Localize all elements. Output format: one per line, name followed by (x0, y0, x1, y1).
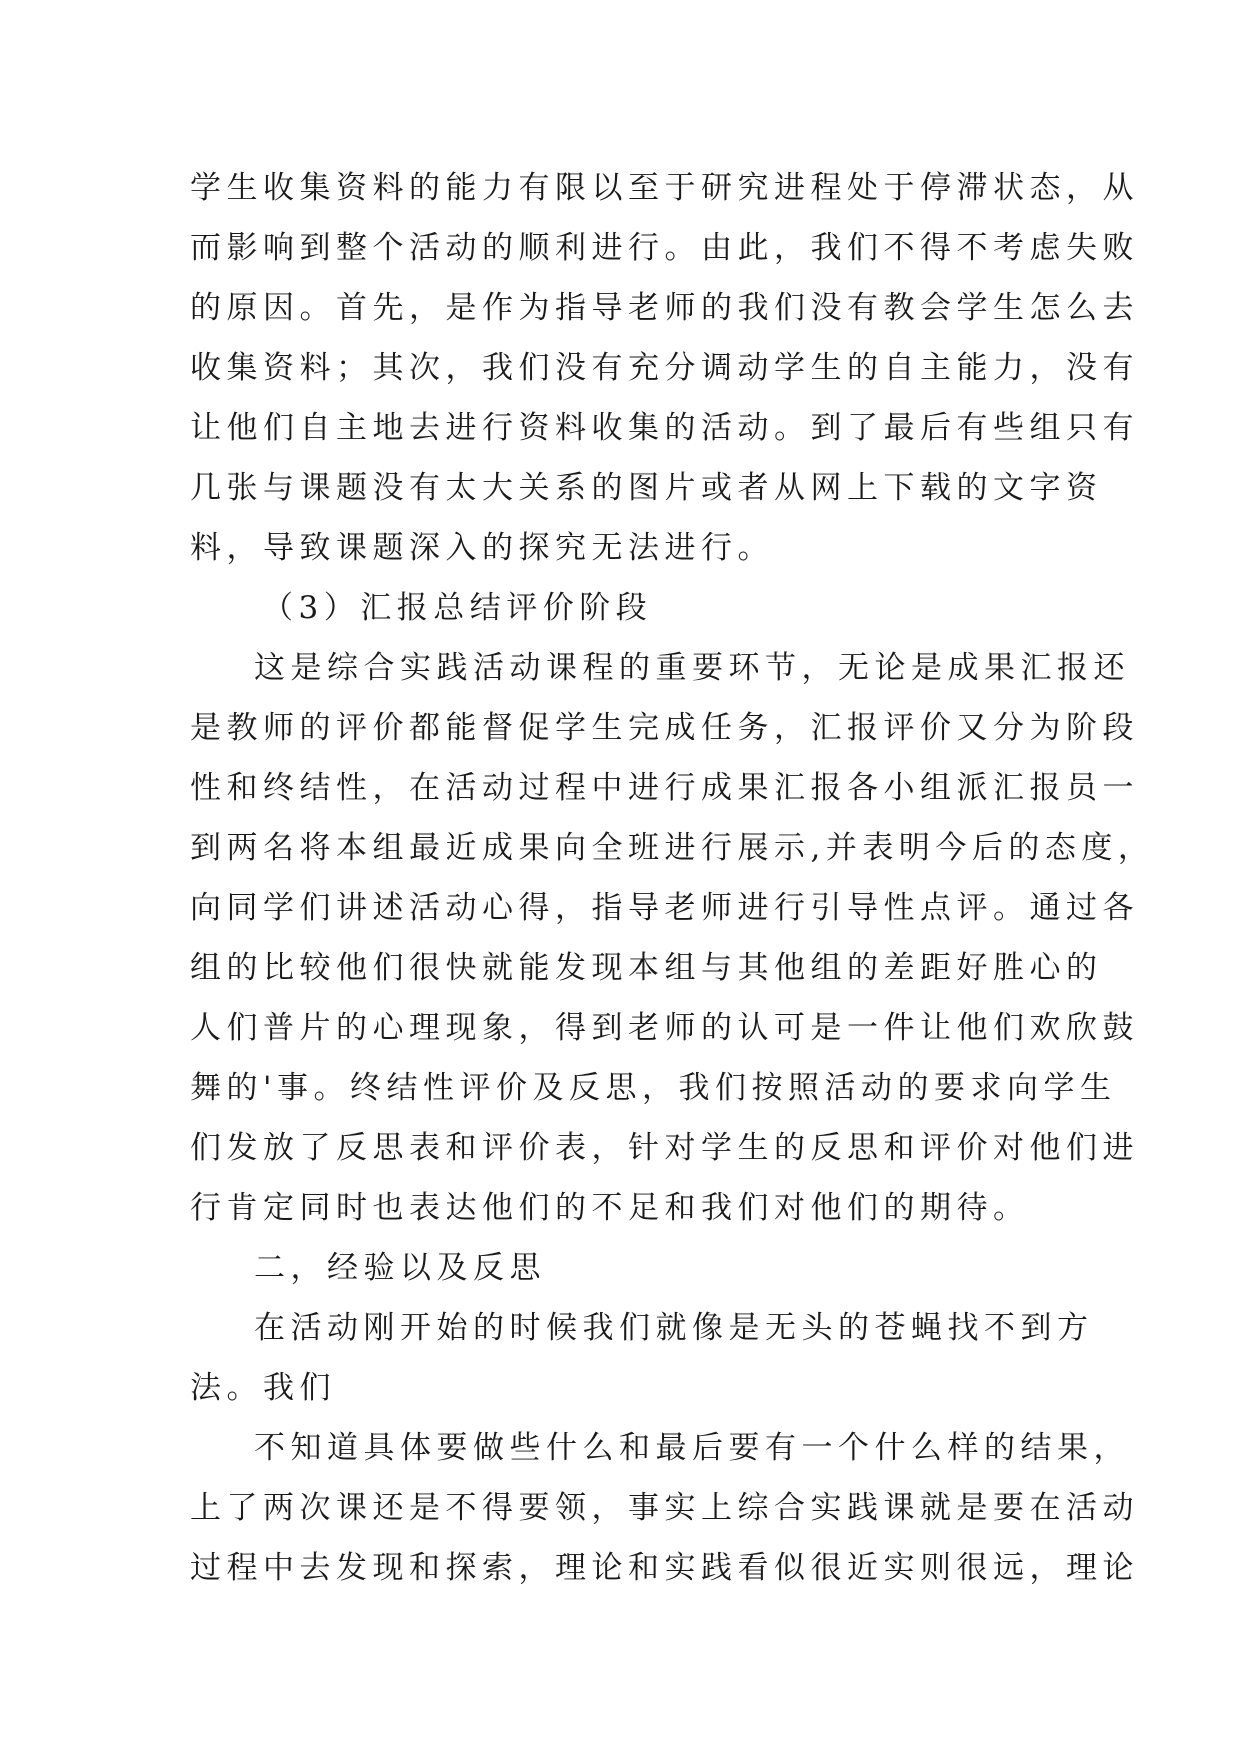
paragraph-line: 这是综合实践活动课程的重要环节，无论是成果汇报还 (254, 650, 1130, 686)
paragraph-line: 们发放了反思表和评价表，针对学生的反思和评价对他们进 (190, 1130, 1139, 1166)
paragraph-line: 在活动刚开始的时候我们就像是无头的苍蝇找不到方 (254, 1310, 1094, 1346)
body-text (190, 158, 1155, 1598)
paragraph-line: 行肯定同时也表达他们的不足和我们对他们的期待。 (190, 1190, 1030, 1226)
paragraph-line: 舞的'事。终结性评价及反思，我们按照活动的要求向学生 (190, 1070, 1117, 1106)
paragraph-line: 法。我们 (190, 1370, 336, 1406)
paragraph-line: 料，导致课题深入的探究无法进行。 (190, 530, 774, 566)
paragraph-line: 人们普片的心理现象，得到老师的认可是一件让他们欢欣鼓 (190, 1010, 1139, 1046)
paragraph-line: 的原因。首先，是作为指导老师的我们没有教会学生怎么去 (190, 290, 1139, 326)
section-heading: 二，经验以及反思 (254, 1250, 546, 1286)
paragraph-line: 让他们自主地去进行资料收集的活动。到了最后有些组只有 (190, 410, 1139, 446)
paragraph-line: 过程中去发现和探索，理论和实践看似很近实则很远，理论 (190, 1550, 1139, 1586)
paragraph-line: 组的比较他们很快就能发现本组与其他组的差距好胜心的 (190, 950, 1103, 986)
paragraph-line: 而影响到整个活动的顺利进行。由此，我们不得不考虑失败 (190, 230, 1139, 266)
section-heading: （3）汇报总结评价阶段 (262, 590, 653, 626)
paragraph-line: 上了两次课还是不得要领，事实上综合实践课就是要在活动 (190, 1490, 1139, 1526)
paragraph-line: 几张与课题没有太大关系的图片或者从网上下载的文字资 (190, 470, 1103, 506)
paragraph-line: 是教师的评价都能督促学生完成任务，汇报评价又分为阶段 (190, 710, 1139, 746)
paragraph-line: 向同学们讲述活动心得，指导老师进行引导性点评。通过各 (190, 890, 1139, 926)
paragraph-line: 学生收集资料的能力有限以至于研究进程处于停滞状态，从 (190, 170, 1139, 206)
paragraph-line: 收集资料；其次，我们没有充分调动学生的自主能力，没有 (190, 350, 1139, 386)
paragraph-line: 不知道具体要做些什么和最后要有一个什么样的结果， (254, 1430, 1130, 1466)
paragraph-line: 到两名将本组最近成果向全班进行展示,并表明今后的态度， (190, 830, 1155, 866)
paragraph-line: 性和终结性，在活动过程中进行成果汇报各小组派汇报员一 (190, 770, 1139, 806)
